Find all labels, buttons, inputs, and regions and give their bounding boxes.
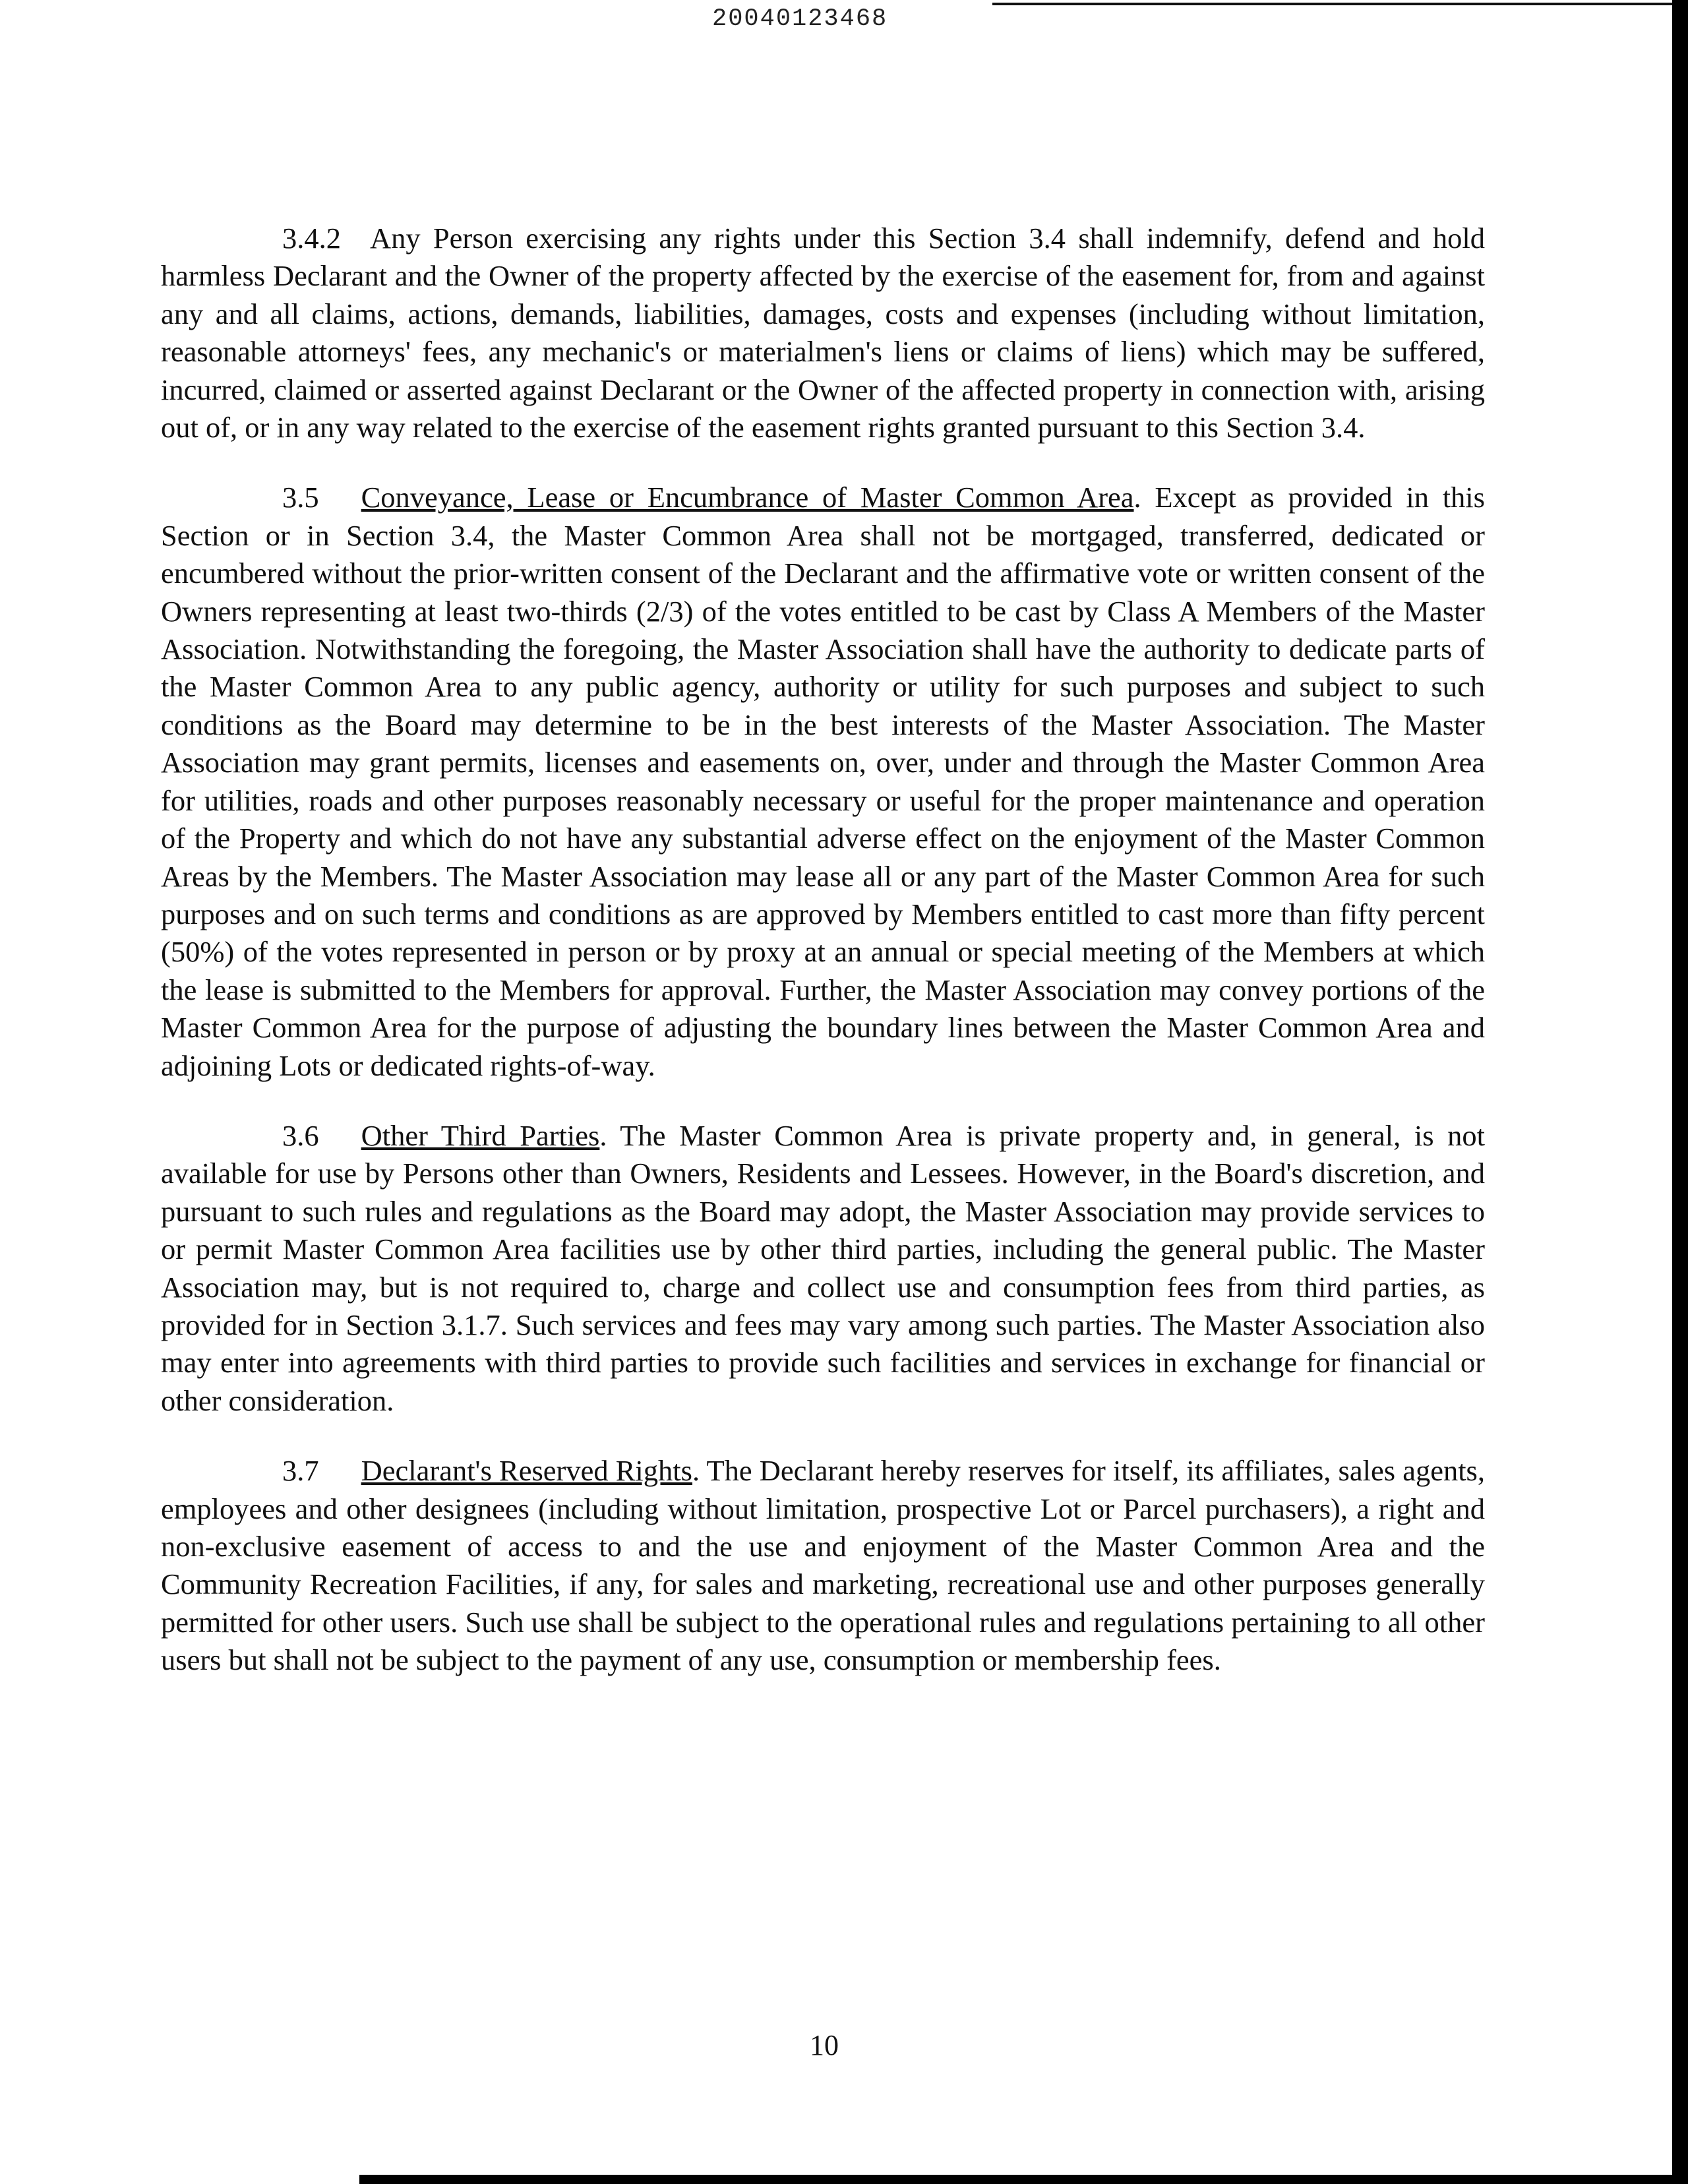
section-text: . The Master Common Area is private property and, in general, is not available for use by Persons other than Owners, Residents and Lessees. However, in the Board's discretion, and pursuant to such rules and regulations as the Board may adopt, the Master Association may provide services to or permit Master Common Area facilities use by other third parties, including the general public. The Master Association may, but is not required to, charge and collect use and consumption fees from third parties, as provided for in Section 3.1.7. Such services and fees may vary among such parties. The Master Association also may enter into agreements with third parties to provide such facilities and services in exchange for financial or other consideration.: [161, 1118, 1485, 1417]
section-heading: Conveyance, Lease or Encumbrance of Master Common Area: [361, 481, 1134, 514]
section-number: 3.5: [282, 481, 319, 514]
page-body: [161, 220, 1485, 1680]
section-heading: Other Third Parties: [361, 1118, 600, 1152]
right-scan-border: [1672, 0, 1688, 2184]
section-number: 3.4.2: [282, 222, 341, 255]
section-number: 3.7: [282, 1454, 319, 1488]
section-3-6: [161, 1117, 1485, 1420]
document-number: 20040123468: [712, 5, 888, 33]
section-text: . Except as provided in this Section or in Section 3.4, the Master Common Area shall not be mortgaged, transferred, dedicated or encumbered without the prior-written consent of the Declarant and the affirmative vote or written consent of the Owners representing at least two-thirds (2/3) of the votes entitled to be cast by Class A Members of the Master Association. Notwithstanding the foregoing, the Master Association shall have the authority to dedicate parts of the Master Common Area to any public agency, authority or utility for such purposes and subject to such conditions as the Board may determine to be in the best interests of the Master Association. The Master Association may grant permits, licenses and easements on, over, under and through the Master Common Area for utilities, roads and other purposes reasonably necessary or useful for the proper maintenance and operation of the Property and which do not have any substantial adverse effect on the enjoyment of the Master Common Areas by the Members. The Master Association may lease all or any part of the Master Common Area for such purposes and on such terms and conditions as are approved by Members entitled to cast more than fifty percent (50%) of the votes represented in person or by proxy at an annual or special meeting of the Members at which the lease is submitted to the Members for approval. Further, the Master Association may convey portions of the Master Common Area for the purpose of adjusting the boundary lines between the Master Common Area and adjoining Lots or dedicated rights-of-way.: [161, 481, 1485, 1082]
section-text: Any Person exercising any rights under this Section 3.4 shall indemnify, defend and hold harmless Declarant and the Owner of the property affected by the exercise of the easement for, from and against any and all claims, actions, demands, liabilities, damages, costs and expenses (including without limitation, reasonable attorneys' fees, any mechanic's or materialmen's liens or claims of liens) which may be suffered, incurred, claimed or asserted against Declarant or the Owner of the affected property in connection with, arising out of, or in any way related to the exercise of the easement rights granted pursuant to this Section 3.4.: [161, 222, 1485, 444]
section-3-5: [161, 479, 1485, 1085]
section-3-7: [161, 1452, 1485, 1679]
bottom-scan-border: [359, 2175, 1688, 2184]
page-number: 10: [810, 2029, 839, 2061]
top-rule: [992, 3, 1688, 5]
section-number: 3.6: [282, 1118, 319, 1152]
section-heading: Declarant's Reserved Rights: [361, 1454, 692, 1488]
section-text: . The Declarant hereby reserves for itself, its affiliates, sales agents, employees and other designees (including without limitation, prospective Lot or Parcel purchasers), a right and non-exclusive easement of access to and the use and enjoyment of the Master Common Area and the Community Recreation Facilities, if any, for sales and marketing, recreational use and other purposes generally permitted for other users. Such use shall be subject to the operational rules and regulations pertaining to all other users but shall not be subject to the payment of any use, consumption or membership fees.: [161, 1454, 1485, 1677]
section-3-4-2: [161, 220, 1485, 446]
